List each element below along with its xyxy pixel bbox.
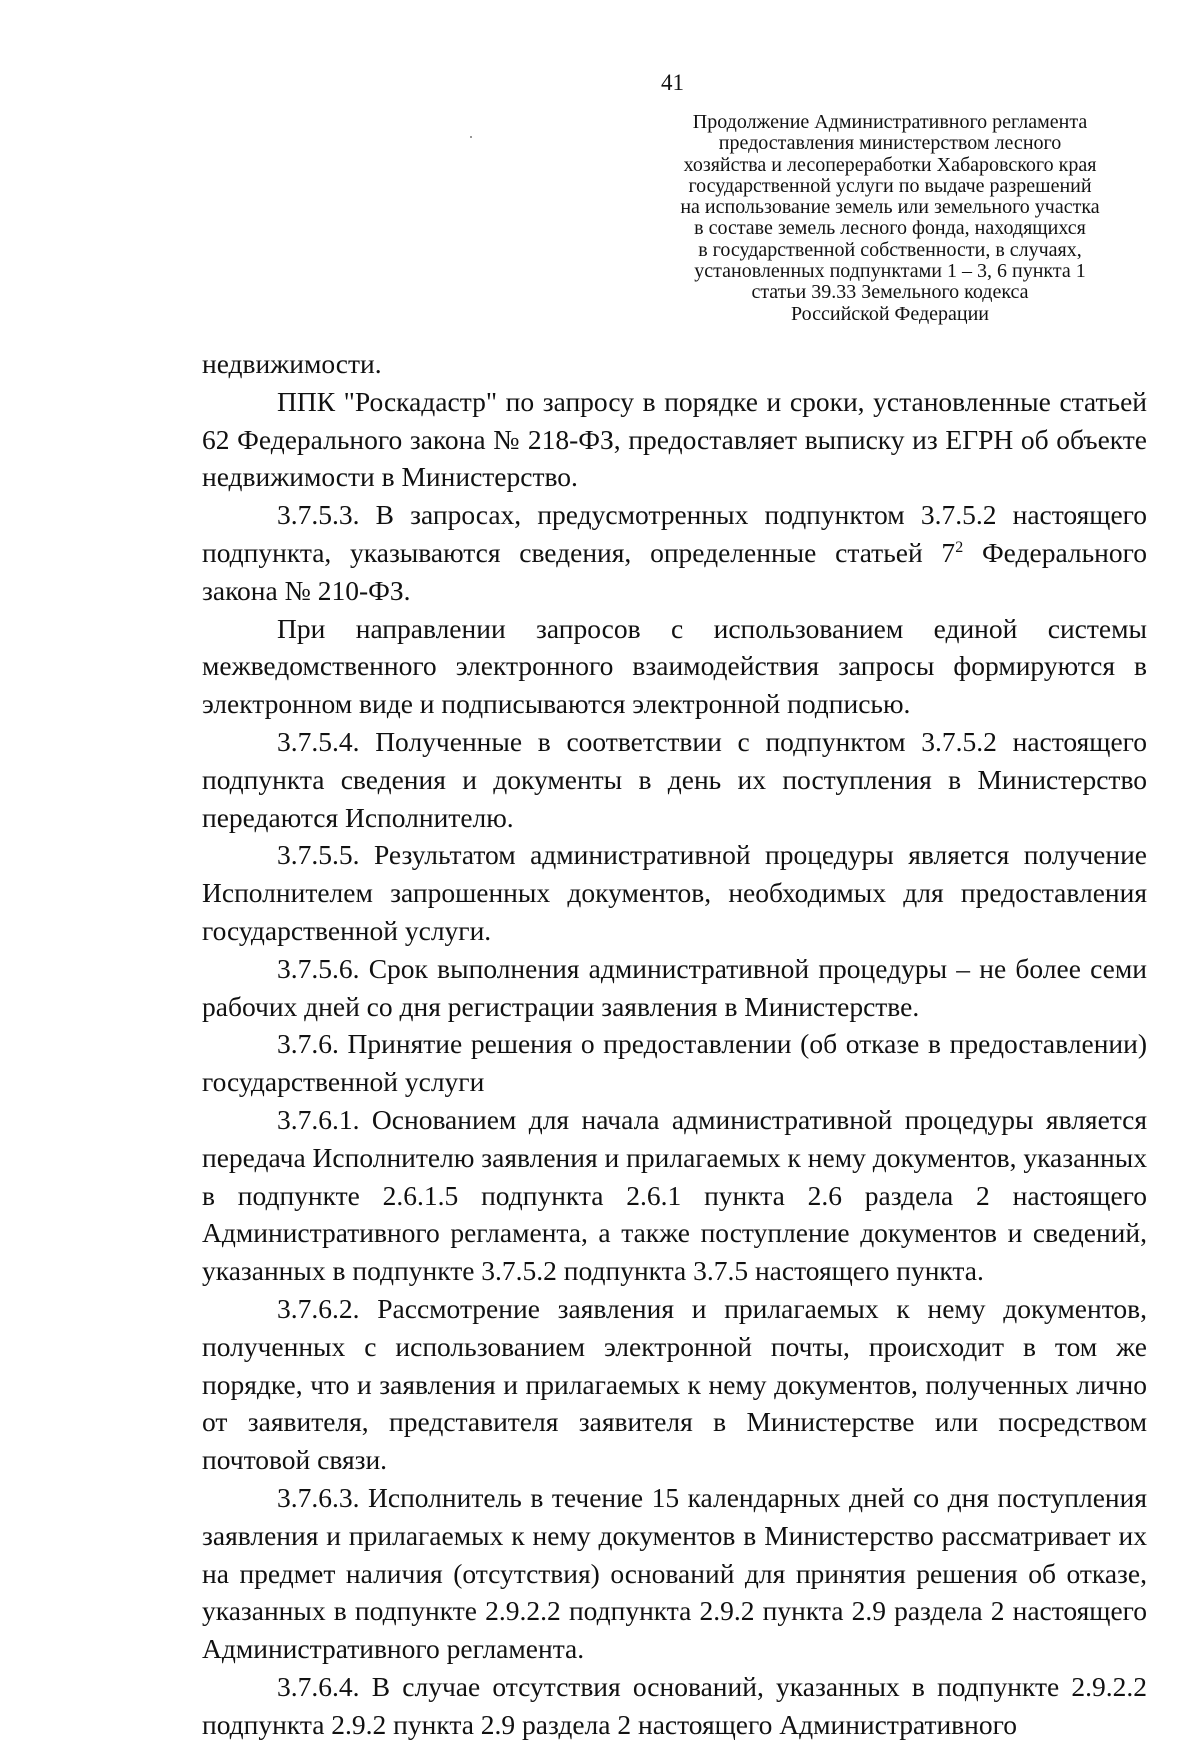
paragraph: недвижимости. — [202, 348, 382, 379]
document-body — [202, 345, 1147, 1743]
paragraph-text: 3.7.5.3. В запросах, предусмотренных подпунктом 3.7.5.2 настоящего подпункта, указываются сведения, определенные статьей 7 — [202, 499, 1147, 568]
header-line: на использование земель или земельного участка — [680, 196, 1100, 219]
header-line: в составе земель лесного фонда, находящихся — [694, 217, 1086, 240]
header-line: предоставления министерством лесного — [718, 132, 1062, 155]
page-number: 41 — [661, 70, 684, 95]
document-header — [630, 112, 1150, 325]
paragraph: 3.7.6.3. Исполнитель в течение 15 календарных дней со дня поступления заявления и прилагаемых к нему документов в Министерство рассматривает их на предмет наличия (отсутствия) оснований для принятия решения об отказе, указанных в подпункте 2.9.2.2 подпункта 2.9.2 пункта 2.9 раздела 2 настоящего Административного регламента. — [202, 1481, 1147, 1665]
header-line: государственной услуги по выдаче разрешений — [688, 174, 1092, 197]
scan-artifact — [470, 136, 472, 138]
paragraph: 3.7.6. Принятие решения о предоставлении (об отказе в предоставлении) государственной услуги — [202, 1028, 1147, 1098]
paragraph: ППК "Роскадастр" по запросу в порядке и сроки, установленные статьей 62 Федерального закона № 218-ФЗ, предоставляет выписку из ЕГРН об объекте недвижимости в Министерство. — [202, 385, 1147, 493]
paragraph: 3.7.6.1. Основанием для начала административной процедуры является передача Исполнителю заявления и прилагаемых к нему документов, указанных в подпункте 2.6.1.5 подпункта 2.6.1 пункта 2.6 раздела 2 настоящего Административного регламента, а также поступление документов и сведений, указанных в подпункте 3.7.5.2 подпункта 3.7.5 настоящего пункта. — [202, 1103, 1147, 1287]
paragraph: 3.7.6.2. Рассмотрение заявления и прилагаемых к нему документов, полученных с использованием электронной почты, происходит в том же порядке, что и заявления и прилагаемых к нему документов, полученных лично от заявителя, представителя заявителя в Министерстве или посредством почтовой связи. — [202, 1292, 1147, 1476]
paragraph: При направлении запросов с использованием единой системы межведомственного электронного взаимодействия запросы формируются в электронном виде и подписываются электронной подписью. — [202, 612, 1147, 720]
paragraph: 3.7.6.4. В случае отсутствия оснований, указанных в подпункте 2.9.2.2 подпункта 2.9.2 пункта 2.9 раздела 2 настоящего Административного — [202, 1670, 1147, 1740]
paragraph: 3.7.5.5. Результатом административной процедуры является получение Исполнителем запрошенных документов, необходимых для предоставления государственной услуги. — [202, 839, 1147, 946]
header-line: установленных подпунктами 1 – 3, 6 пункта 1 — [694, 260, 1086, 283]
header-line: Российской Федерации — [790, 302, 990, 325]
header-line: хозяйства и лесопереработки Хабаровского края — [683, 153, 1097, 176]
paragraph-text: Федерального закона № 210-ФЗ. — [202, 536, 1147, 606]
header-line: Продолжение Административного регламента — [692, 111, 1088, 133]
paragraph: 3.7.5.4. Полученные в соответствии с подпунктом 3.7.5.2 настоящего подпункта сведения и документы в день их поступления в Министерство передаются Исполнителю. — [202, 725, 1147, 833]
paragraph — [202, 496, 1147, 609]
header-line: в государственной собственности, в случаях, — [698, 238, 1082, 261]
header-line: статьи 39.33 Земельного кодекса — [751, 281, 1029, 304]
paragraph: 3.7.5.6. Срок выполнения административной процедуры – не более семи рабочих дней со дня регистрации заявления в Министерстве. — [202, 952, 1147, 1022]
superscript: 2 — [955, 538, 964, 556]
